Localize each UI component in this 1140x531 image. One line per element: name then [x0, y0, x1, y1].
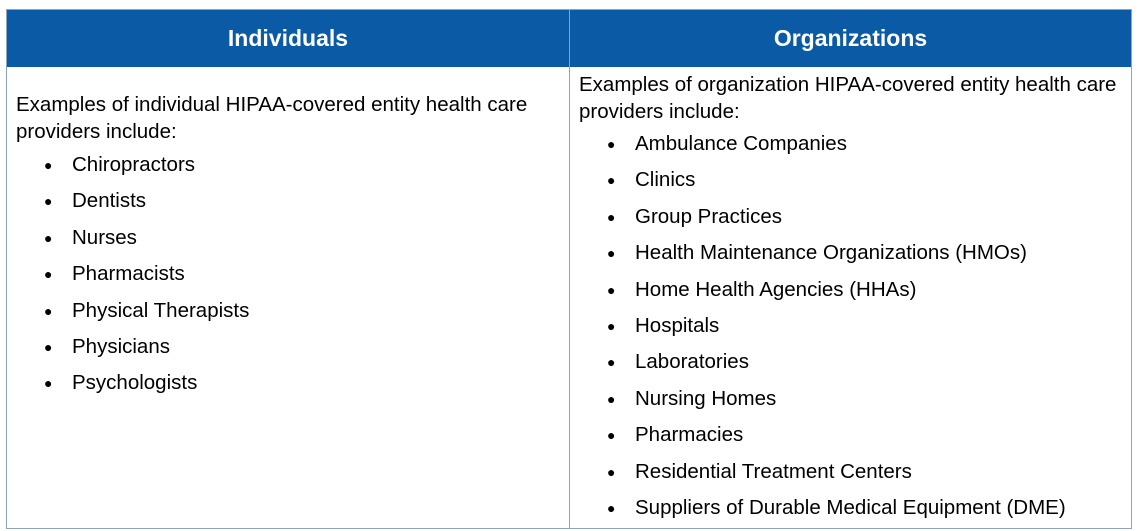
- individuals-intro: Examples of individual HIPAA-covered entity health care providers include:: [16, 93, 528, 143]
- list-item: [579, 490, 1124, 526]
- bullet-icon: ●: [607, 281, 616, 298]
- column-divider: [569, 67, 570, 528]
- list-item-label: Physicians: [72, 334, 170, 358]
- list-item: [579, 308, 1124, 344]
- bullet-icon: ●: [607, 499, 616, 516]
- bullet-icon: ●: [44, 266, 53, 283]
- bullet-icon: ●: [44, 157, 53, 173]
- list-item: [579, 235, 1124, 271]
- list-item: [579, 344, 1124, 380]
- list-item-label: Health Maintenance Organizations (HMOs): [635, 241, 1027, 265]
- bullet-icon: ●: [607, 208, 616, 225]
- list-item-label: Pharmacies: [635, 423, 744, 447]
- bullet-icon: ●: [607, 427, 616, 444]
- list-item: [16, 329, 556, 365]
- list-item: [16, 365, 556, 401]
- header-individuals: Individuals: [227, 25, 349, 51]
- list-item-label: Dentists: [72, 189, 147, 213]
- bullet-icon: ●: [44, 375, 53, 392]
- list-item: [16, 147, 556, 183]
- bullet-icon: ●: [44, 338, 53, 355]
- individuals-list: [16, 147, 556, 402]
- list-item: [579, 381, 1124, 417]
- table-header-row: [7, 10, 1131, 67]
- list-item-label: Suppliers of Durable Medical Equipment (DME): [635, 495, 1066, 519]
- list-item: [579, 126, 1124, 162]
- list-item-label: Physical Therapists: [72, 298, 250, 322]
- list-item-label: Home Health Agencies (HHAs): [635, 277, 917, 301]
- list-item-label: Nurses: [72, 225, 137, 249]
- bullet-icon: ●: [607, 463, 616, 480]
- list-item-label: Psychologists: [72, 371, 198, 395]
- list-item-label: Ambulance Companies: [635, 132, 847, 155]
- list-item: [16, 183, 556, 219]
- bullet-icon: ●: [607, 354, 616, 371]
- list-item-label: Chiropractors: [72, 153, 196, 176]
- bullet-icon: ●: [44, 229, 53, 246]
- organizations-cell: [579, 71, 1124, 526]
- organizations-list: [579, 126, 1124, 526]
- list-item-label: Clinics: [635, 168, 696, 192]
- list-item-label: Residential Treatment Centers: [635, 459, 912, 483]
- list-item: [579, 454, 1124, 490]
- list-item: [579, 272, 1124, 308]
- bullet-icon: ●: [607, 172, 616, 189]
- bullet-icon: ●: [607, 136, 616, 152]
- bullet-icon: ●: [44, 302, 53, 319]
- list-item: [579, 162, 1124, 198]
- list-item-label: Group Practices: [635, 204, 782, 228]
- list-item-label: Laboratories: [635, 350, 749, 374]
- list-item: [579, 417, 1124, 453]
- list-item: [16, 220, 556, 256]
- provider-examples-table: [6, 9, 1132, 529]
- list-item: [16, 256, 556, 292]
- organizations-intro: Examples of organization HIPAA-covered entity health care providers include:: [579, 73, 1117, 123]
- list-item: [579, 199, 1124, 235]
- header-organizations: Organizations: [773, 25, 928, 51]
- list-item: [16, 293, 556, 329]
- list-item-label: Pharmacists: [72, 262, 185, 286]
- bullet-icon: ●: [607, 390, 616, 407]
- individuals-cell: [16, 91, 556, 402]
- bullet-icon: ●: [44, 193, 53, 210]
- list-item-label: Nursing Homes: [635, 386, 777, 410]
- bullet-icon: ●: [607, 317, 616, 334]
- bullet-icon: ●: [607, 245, 616, 262]
- list-item-label: Hospitals: [635, 313, 720, 337]
